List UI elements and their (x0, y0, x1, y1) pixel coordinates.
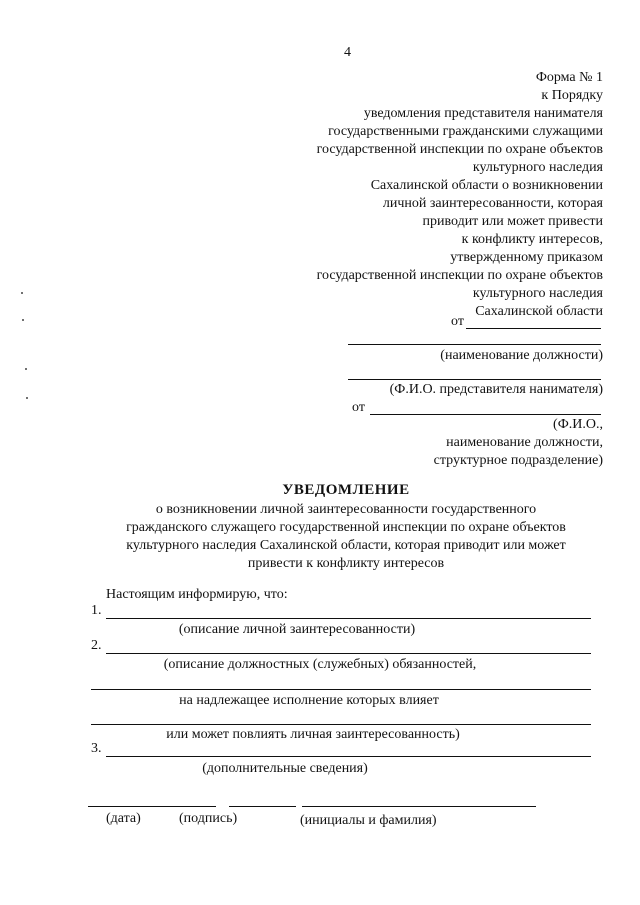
item3-line (106, 756, 591, 757)
position-line (348, 344, 601, 345)
header-line: Форма № 1 (535, 70, 603, 85)
item2-caption: на надлежащее исполнение которых влияет (179, 693, 439, 708)
scan-speck (21, 292, 23, 294)
item1-line (106, 618, 591, 619)
header-line: уведомления представителя нанимателя (363, 106, 603, 121)
item3-caption: (дополнительные сведения) (202, 761, 368, 776)
header-line: государственной инспекции по охране объектов (316, 268, 603, 283)
header-line: государственной инспекции по охране объектов (316, 142, 603, 157)
subtitle-line: привести к конфликту интересов (247, 556, 445, 571)
item2-caption: или может повлиять личная заинтересованность) (166, 727, 460, 742)
item1-caption: (описание личной заинтересованности) (178, 622, 416, 637)
name-caption: (инициалы и фамилия) (300, 813, 437, 828)
ot-label: от (451, 314, 464, 329)
sender-line (370, 414, 601, 415)
date-line (88, 806, 216, 807)
date-caption: (дата) (106, 811, 141, 826)
sender-caption: наименование должности, (446, 435, 603, 450)
header-line: Сахалинской области (475, 304, 603, 319)
header-line: Сахалинской области о возникновении (370, 178, 603, 193)
subtitle-line: о возникновении личной заинтересованности государственного (155, 502, 537, 517)
header-line: личной заинтересованности, которая (382, 196, 603, 211)
scan-speck (25, 368, 27, 370)
scan-speck (26, 397, 28, 399)
item-number: 2. (91, 638, 102, 653)
signature-caption: (подпись) (179, 811, 238, 826)
header-line: утвержденному приказом (450, 250, 603, 265)
ot-label: от (352, 400, 365, 415)
item-number: 1. (91, 603, 102, 618)
ot-date-line (466, 328, 601, 329)
item2-line (91, 724, 591, 725)
header-line: к конфликту интересов, (461, 232, 603, 247)
signature-line (229, 806, 296, 807)
item2-line (91, 689, 591, 690)
header-line: к Порядку (541, 88, 603, 103)
item2-caption: (описание должностных (служебных) обязанностей, (163, 657, 477, 672)
item-number: 3. (91, 741, 102, 756)
intro-text: Настоящим информирую, что: (106, 587, 288, 602)
sender-caption: (Ф.И.О., (553, 417, 603, 432)
page-number: 4 (344, 45, 351, 60)
header-line: государственными гражданскими служащими (328, 124, 603, 139)
name-line (302, 806, 536, 807)
scan-speck (22, 319, 24, 321)
sender-caption: структурное подразделение) (433, 453, 603, 468)
header-line: культурного наследия (472, 286, 603, 301)
subtitle-line: культурного наследия Сахалинской области, которая приводит или может (126, 538, 566, 553)
document-title: УВЕДОМЛЕНИЕ (282, 482, 410, 498)
fio-caption: (Ф.И.О. представителя нанимателя) (389, 382, 603, 397)
subtitle-line: гражданского служащего государственной инспекции по охране объектов (126, 520, 566, 535)
header-line: приводит или может привести (422, 214, 603, 229)
header-line: культурного наследия (472, 160, 603, 175)
item2-line (106, 653, 591, 654)
position-caption: (наименование должности) (440, 348, 603, 363)
fio-line (348, 379, 601, 380)
